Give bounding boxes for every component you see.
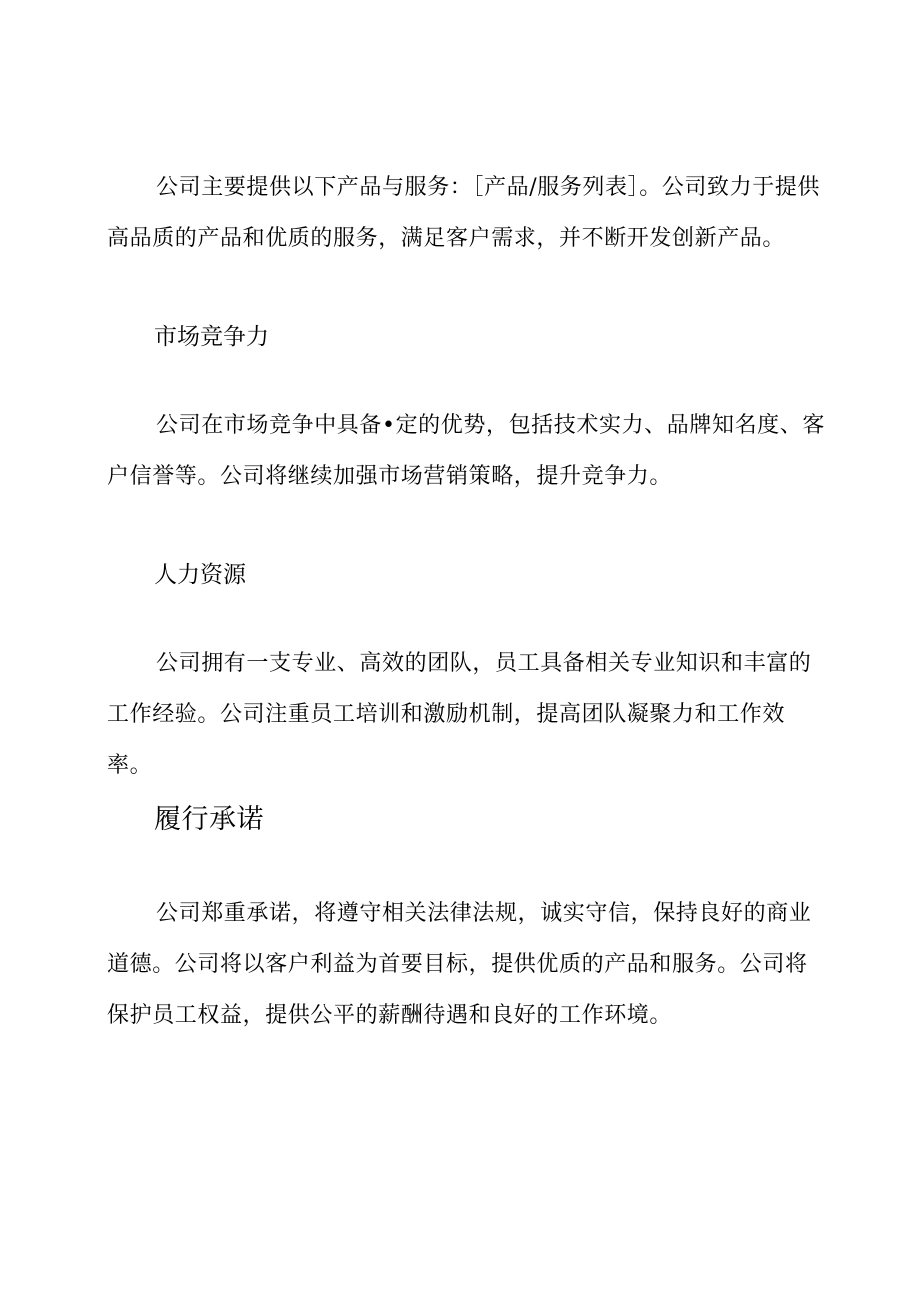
intro-paragraph: 公司主要提供以下产品与服务：［产品/服务列表］。公司致力于提供高品质的产品和优质的服务，满足客户需求，并不断开发创新产品。 (107, 175, 821, 251)
section-heading-human-resources: 人力资源 (154, 562, 246, 588)
section-paragraph-market-competitiveness: 公司在市场竞争中具备•定的优势，包括技术实力、品牌知名度、客户信誉等。公司将继续加强市场营销策略，提升竞争力。 (107, 413, 825, 489)
section-paragraph-human-resources: 公司拥有一支专业、高效的团队，员工具备相关专业知识和丰富的工作经验。公司注重员工培训和激励机制，提高团队凝聚力和工作效率。 (107, 651, 812, 778)
section-heading-market-competitiveness: 市场竞争力 (154, 324, 269, 350)
section-heading-commitments: 履行承诺 (154, 804, 264, 835)
section-paragraph-commitments: 公司郑重承诺，将遵守相关法律法规，诚实守信，保持良好的商业道德。公司将以客户利益为首要目标，提供优质的产品和服务。公司将保护员工权益，提供公平的薪酬待遇和良好的工作环境。 (107, 901, 812, 1028)
